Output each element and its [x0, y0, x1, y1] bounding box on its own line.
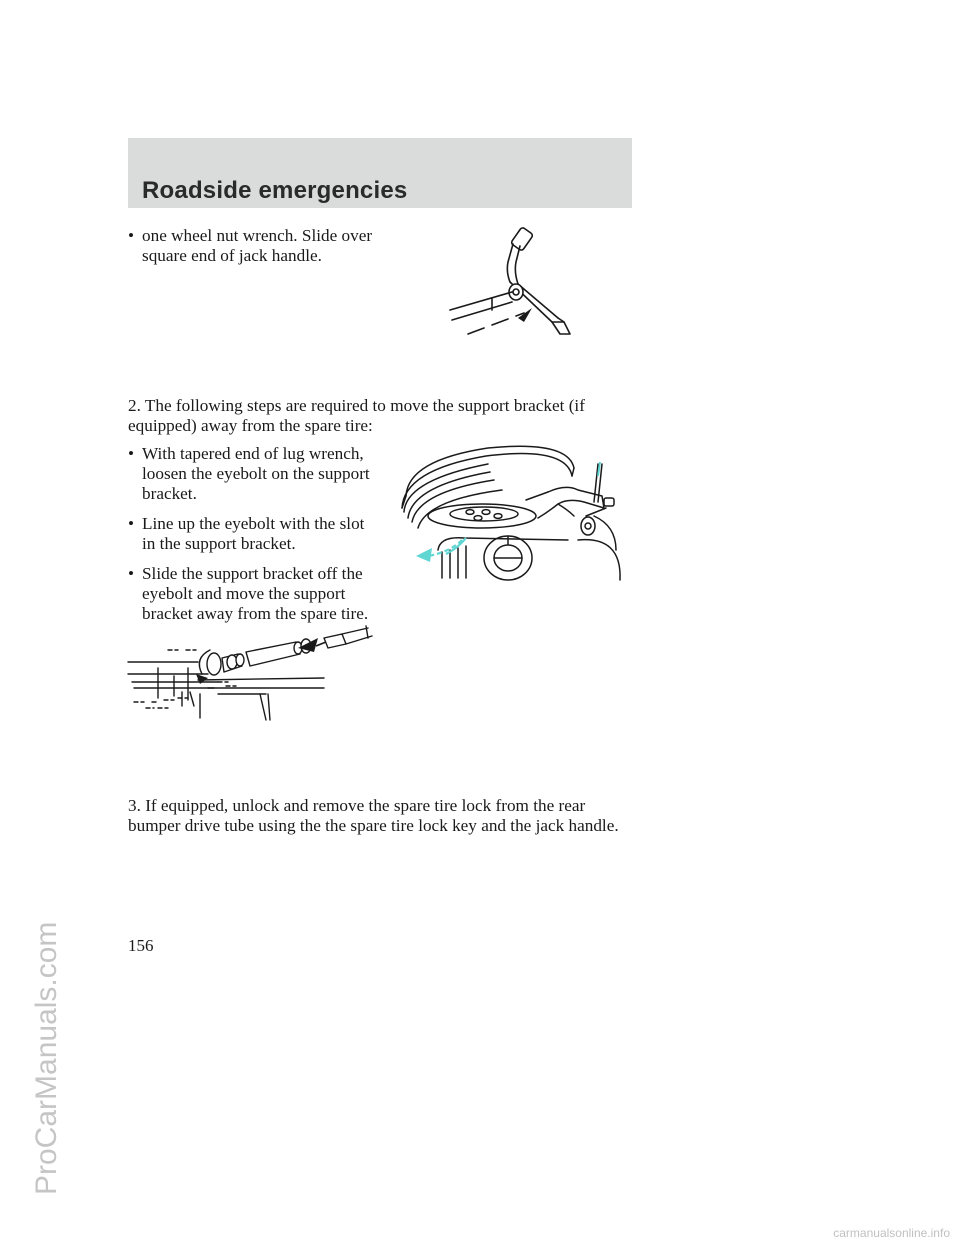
list-item	[128, 514, 388, 556]
step-3-paragraph: 3. If equipped, unlock and remove the spare tire lock from the rear bumper drive tube using the the spare tire lock key and the jack handle.	[128, 796, 619, 835]
bumper-drive-tube-illustration	[128, 618, 378, 726]
section-title: Roadside emergencies	[142, 177, 408, 204]
list-item-text: one wheel nut wrench. Slide over square end of jack handle.	[142, 226, 373, 265]
footer-watermark: carmanualsonline.info	[833, 1226, 950, 1240]
list-item-text: Slide the support bracket off the eyebolt and move the support bracket away from the spare tire.	[142, 564, 369, 623]
bullet-symbol: •	[128, 514, 135, 533]
bullet-symbol: •	[128, 444, 135, 463]
list-item-text: Line up the eyebolt with the slot in the support bracket.	[142, 514, 365, 553]
bullet-symbol: •	[128, 226, 135, 245]
spare-tire-bracket-illustration	[398, 440, 630, 580]
watermark: ProCarManuals.com	[30, 921, 63, 1195]
step-2-paragraph: 2. The following steps are required to move the support bracket (if equipped) away from the spare tire:	[128, 396, 585, 435]
section-header	[128, 138, 632, 208]
lug-wrench-illustration	[440, 222, 600, 352]
page-number: 156	[128, 936, 154, 955]
list-item	[128, 564, 388, 626]
bullet-symbol: •	[128, 564, 135, 583]
list-item-text: With tapered end of lug wrench, loosen the eyebolt on the support bracket.	[142, 444, 370, 503]
list-item	[128, 226, 428, 270]
list-item	[128, 444, 388, 506]
